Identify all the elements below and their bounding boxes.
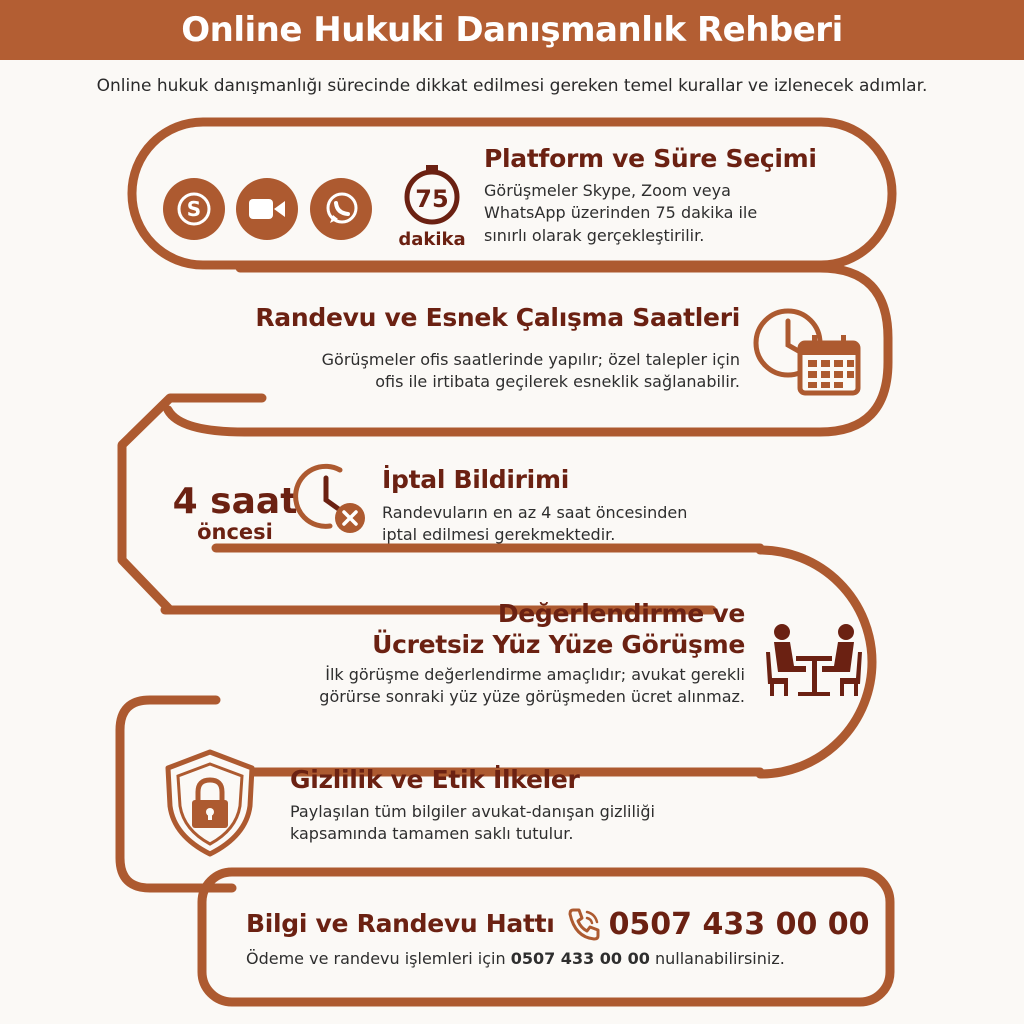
skype-icon — [163, 178, 225, 240]
gizlilik-desc-line: kapsamında tamamen saklı tutulur. — [290, 824, 574, 844]
randevu-desc-line: ofis ile irtibata geçilerek esneklik sağlanabilir. — [375, 372, 740, 392]
degerlendirme-title-line: Değerlendirme ve — [497, 599, 745, 628]
gizlilik-desc-line: Paylaşılan tüm bilgiler avukat-danışan gizliliği — [290, 802, 655, 821]
clock-calendar-icon — [750, 305, 862, 397]
meeting-icon — [758, 622, 870, 698]
iletisim-desc-phone[interactable]: 0507 433 00 00 — [510, 949, 650, 968]
iletisim-desc — [246, 948, 785, 970]
gizlilik-desc — [290, 801, 730, 846]
page-title: Online Hukuki Danışmanlık Rehberi — [181, 10, 843, 50]
randevu-desc-line: Görüşmeler ofis saatlerinde yapılır; özel talepler için — [321, 350, 740, 369]
degerlendirme-title — [240, 598, 745, 661]
whatsapp-icon — [310, 178, 372, 240]
platform-desc-line: Görüşmeler Skype, Zoom veya — [484, 181, 731, 200]
shield-lock-icon — [162, 748, 258, 858]
iptal-title: İptal Bildirimi — [382, 465, 569, 494]
platform-desc-line: sınırlı olarak gerçekleştirilir. — [484, 225, 705, 245]
cancel-hours-badge — [165, 481, 305, 544]
platform-desc — [484, 180, 844, 247]
phone-number[interactable]: 0507 433 00 00 — [608, 906, 870, 942]
iletisim-title: Bilgi ve Randevu Hattı — [246, 909, 555, 939]
timer-value: 75 — [415, 185, 449, 213]
hours-value: 4 saat — [172, 481, 298, 522]
platform-desc-line: WhatsApp üzerinden 75 dakika ile — [484, 203, 758, 223]
iptal-desc-line: iptal edilmesi gerekmektedir. — [382, 525, 616, 545]
degerlendirme-desc-line: İlk görüşme değerlendirme amaçlıdır; avukat gerekli — [325, 665, 745, 684]
randevu-desc — [220, 349, 740, 394]
degerlendirme-desc-line: görürse sonraki yüz yüze görüşmeden ücret alınmaz. — [319, 687, 745, 707]
gizlilik-title: Gizlilik ve Etik İlkeler — [290, 765, 580, 794]
degerlendirme-desc — [220, 664, 745, 709]
timer-unit: dakika — [398, 229, 466, 250]
video-camera-icon — [236, 178, 298, 240]
randevu-title: Randevu ve Esnek Çalışma Saatleri — [255, 303, 740, 332]
page-subtitle: Online hukuk danışmanlığı sürecinde dikkat edilmesi gereken temel kurallar ve izlenecek adımlar. — [96, 76, 928, 96]
iletisim-desc-prefix: Ödeme ve randevu işlemleri için — [246, 949, 506, 968]
cancel-clock-icon — [290, 458, 370, 538]
platform-title: Platform ve Süre Seçimi — [484, 144, 817, 173]
iptal-desc-line: Randevuların en az 4 saat öncesinden — [382, 503, 688, 522]
iletisim-desc-suffix: nullanabilirsiniz. — [654, 949, 785, 968]
stopwatch-icon — [396, 165, 468, 250]
phone-icon — [565, 906, 605, 942]
contact-row — [246, 906, 870, 942]
svg-text:S: S — [186, 197, 202, 221]
hours-label: öncesi — [197, 520, 273, 544]
iptal-desc — [382, 502, 742, 547]
degerlendirme-title-line: Ücretsiz Yüz Yüze Görüşme — [372, 630, 745, 660]
